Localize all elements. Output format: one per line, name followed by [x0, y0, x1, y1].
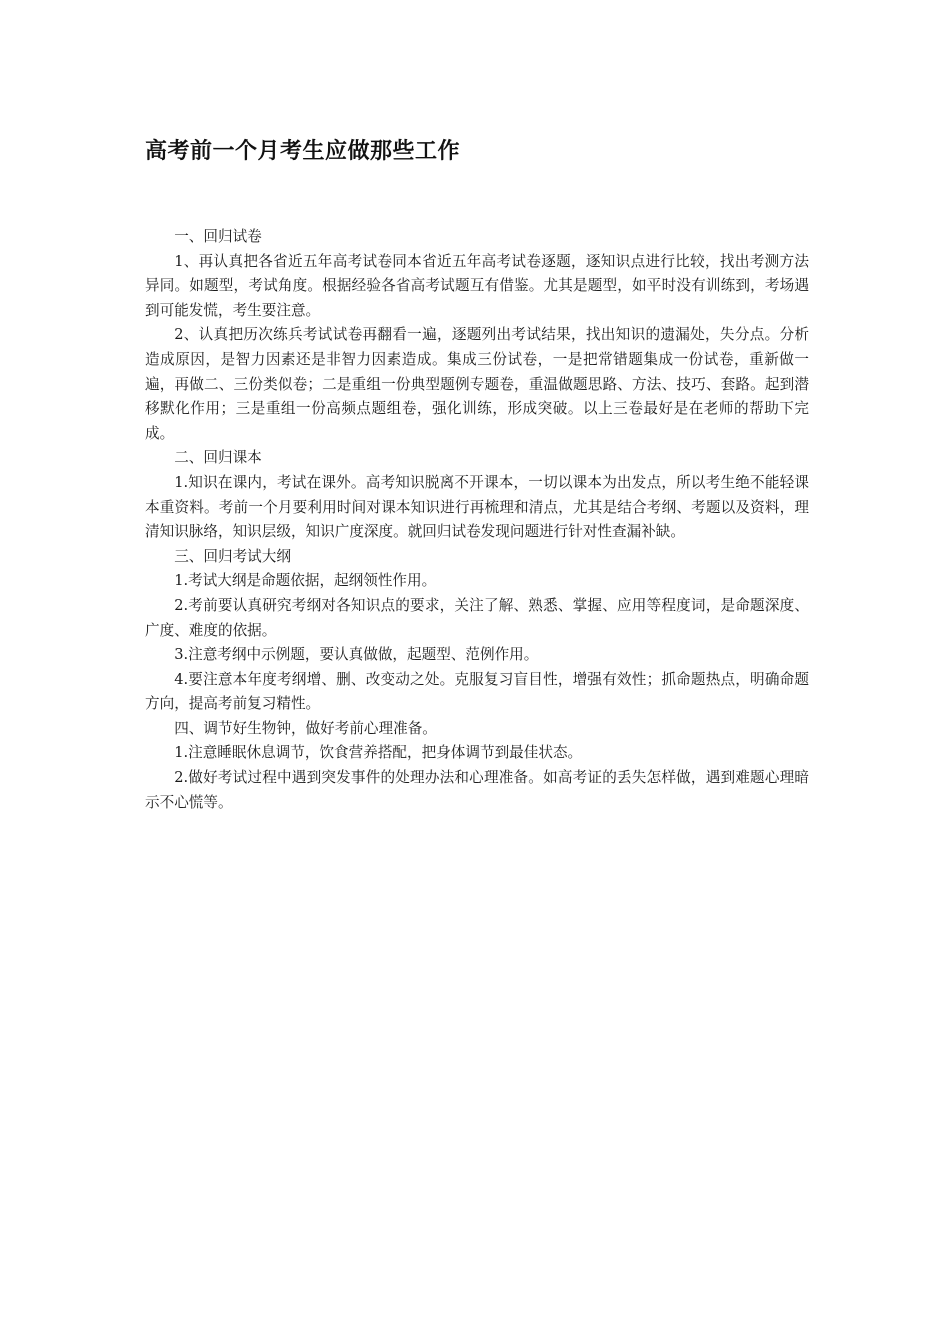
section-heading-3: 三、回归考试大纲	[174, 547, 291, 565]
paragraph: 3.注意考纲中示例题，要认真做做，起题型、范例作用。	[174, 646, 539, 664]
section-heading-2: 二、回归课本	[174, 449, 262, 467]
paragraph: 2、认真把历次练兵考试试卷再翻看一遍，逐题列出考试结果，找出知识的遗漏处，失分点。分析造成原因，是智力因素还是非智力因素造成。集成三份试卷，一是把常错题集成一份试卷，重新做一遍，再做二、三份类似卷；二是重组一份典型题例专题卷，重温做题思路、方法、技巧、套路。起到潜移默化作用；三是重组一份高频点题组卷，强化训练，形成突破。以上三卷最好是在老师的帮助下完成。	[145, 326, 809, 442]
document-title: 高考前一个月考生应做那些工作	[145, 139, 461, 164]
section-heading-4: 四、调节好生物钟，做好考前心理准备。	[174, 719, 437, 737]
paragraph: 4.要注意本年度考纲增、删、改变动之处。克服复习盲目性，增强有效性；抓命题热点，明确命题方向，提高考前复习精性。	[145, 670, 809, 713]
paragraph: 1.考试大纲是命题依据，起纲领性作用。	[174, 572, 437, 590]
document-body	[145, 225, 809, 815]
paragraph: 2.考前要认真研究考纲对各知识点的要求，关注了解、熟悉、掌握、应用等程度词，是命题深度、广度、难度的依据。	[145, 596, 809, 639]
section-heading-1: 一、回归试卷	[174, 228, 262, 245]
paragraph: 1.注意睡眠休息调节，饮食营养搭配，把身体调节到最佳状态。	[174, 744, 583, 762]
paragraph: 2.做好考试过程中遇到突发事件的处理办法和心理准备。如高考证的丢失怎样做，遇到难题心理暗示不心慌等。	[145, 769, 809, 811]
paragraph: 1、再认真把各省近五年高考试卷同本省近五年高考试卷逐题，逐知识点进行比较，找出考测方法异同。如题型，考试角度。根据经验各省高考试题互有借鉴。尤其是题型，如平时没有训练到，考场遇到可能发慌，考生要注意。	[145, 252, 809, 319]
paragraph: 1.知识在课内，考试在课外。高考知识脱离不开课本，一切以课本为出发点，所以考生绝不能轻课本重资料。考前一个月要利用时间对课本知识进行再梳理和清点，尤其是结合考纲、考题以及资料，理清知识脉络，知识层级，知识广度深度。就回归试卷发现问题进行针对性查漏补缺。	[145, 473, 809, 541]
